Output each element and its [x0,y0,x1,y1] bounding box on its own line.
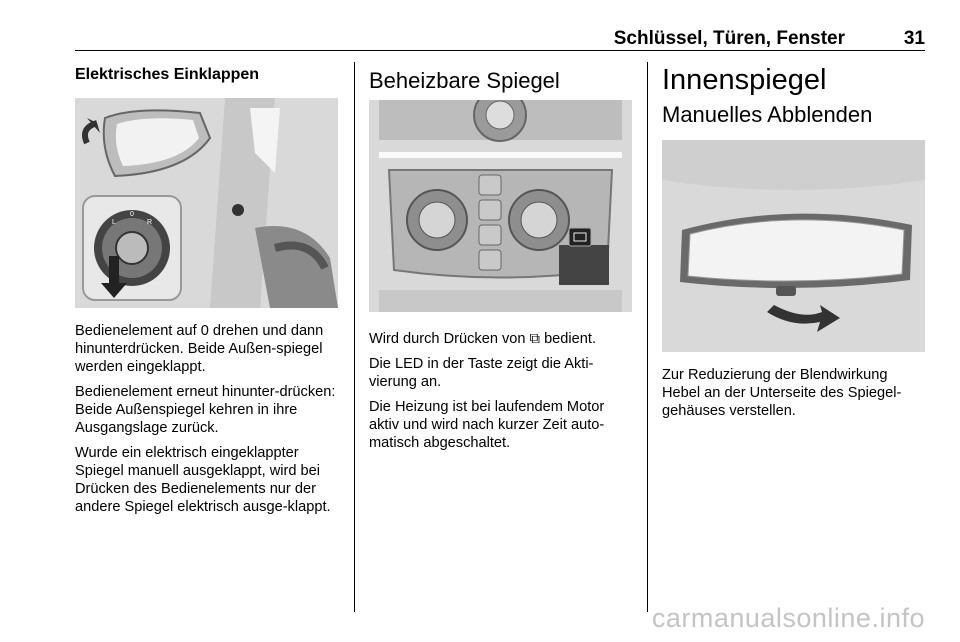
climate-panel-illustration [369,100,632,312]
text-block-folding [75,322,340,516]
paragraph: Wurde ein elektrisch eingeklappter Spiegel manuell ausgeklappt, wird bei Drücken des Bedienelements nur der andere Spiegel elektrisch ausge-klappt. [75,445,331,515]
interior-mirror-illustration [662,140,925,352]
column-interior-mirror [662,62,925,427]
paragraph: Die Heizung ist bei laufendem Motor aktiv und wird nach kurzer Zeit auto-matisch abgeschaltet. [369,399,605,451]
svg-text:L: L [112,219,116,226]
paragraph: Bedienelement auf 0 drehen und dann hinunterdrücken. Beide Außen-spiegel werden eingeklappt. [75,323,324,375]
text-block-interior [662,366,925,420]
page-number: 31 [903,28,925,49]
section-title: Schlüssel, Türen, Fenster [613,28,845,49]
column-divider-1 [354,62,355,612]
svg-text:0: 0 [130,211,134,218]
page-header [75,28,925,50]
column-folding-mirrors [75,62,340,523]
watermark: carmanualsonline.info [651,603,925,633]
column-heated-mirrors [369,62,634,459]
column-divider-2 [647,62,648,612]
header-rule [75,50,925,51]
text-block-heated [369,330,634,452]
figure-mirror-control [75,98,338,308]
heading-interior-mirror: Innenspiegel [662,64,827,96]
mirror-control-illustration [75,98,338,308]
paragraph: Wird durch Drücken von ⧉ bedient. [369,331,596,347]
svg-text:R: R [147,219,153,226]
heading-heated-mirrors: Beheizbare Spiegel [369,68,560,93]
paragraph: Zur Reduzierung der Blendwirkung Hebel an der Unterseite des Spiegel-gehäuses verstellen. [662,367,902,419]
figure-interior-mirror [662,140,925,352]
heading-electric-folding: Elektrisches Einklappen [75,66,260,83]
paragraph: Bedienelement erneut hinunter-drücken: Beide Außenspiegel kehren in ihre Ausgangslage zurück. [75,384,336,436]
figure-climate-panel [369,100,632,312]
subheading-manual-dimming: Manuelles Abblenden [662,102,873,127]
paragraph: Die LED in der Taste zeigt die Akti-vierung an. [369,356,594,390]
